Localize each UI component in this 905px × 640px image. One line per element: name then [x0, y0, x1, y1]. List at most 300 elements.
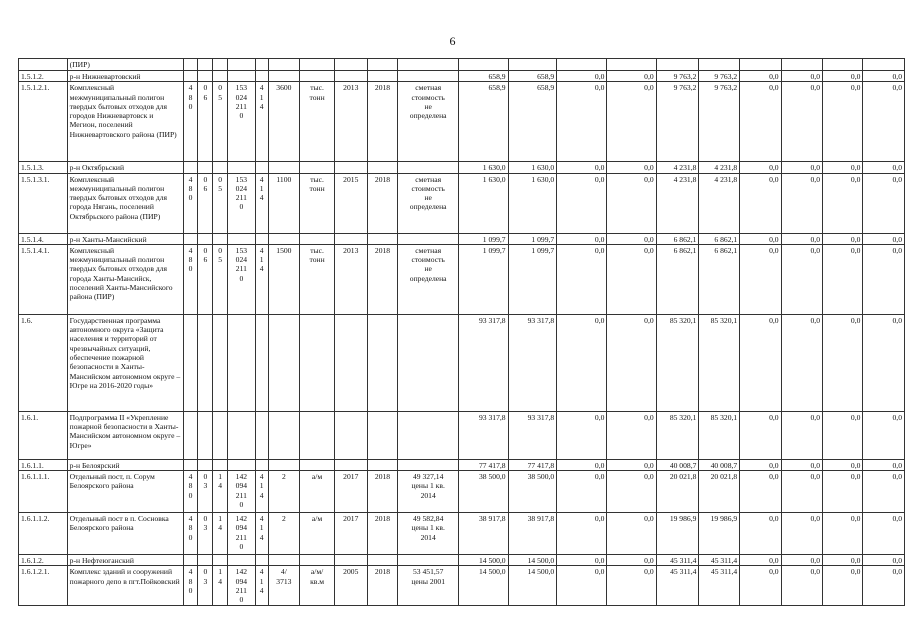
amount-cell: 0,0: [740, 314, 781, 411]
table-row: [19, 82, 905, 162]
amount-cell: [607, 59, 656, 71]
code-subsection: 0 5: [213, 82, 228, 162]
empty-cell: [213, 71, 228, 82]
code-subsection: 0 5: [213, 173, 228, 233]
row-name: Комплексный межмуниципальный полигон твердых бытовых отходов для города Нягань, поселений Октябрьского района (ПИР): [67, 173, 183, 233]
amount-cell: 0,0: [781, 314, 822, 411]
amount-cell: 0,0: [740, 566, 781, 606]
amount-cell: 85 320,1: [699, 411, 740, 459]
amount-cell: 0,0: [863, 173, 905, 233]
amount-cell: 85 320,1: [656, 314, 699, 411]
amount-cell: 0,0: [863, 82, 905, 162]
amount-cell: 4 231,8: [699, 162, 740, 173]
amount-cell: 6 862,1: [656, 244, 699, 314]
end-year: 2018: [367, 513, 398, 555]
row-number: 1.5.1.2.: [19, 71, 68, 82]
amount-cell: [656, 59, 699, 71]
empty-cell: [228, 411, 256, 459]
empty-cell: [334, 411, 367, 459]
table-row: [19, 459, 905, 470]
empty-cell: [228, 555, 256, 566]
row-number: 1.5.1.4.1.: [19, 244, 68, 314]
empty-cell: [367, 314, 398, 411]
amount-cell: 1 630,0: [458, 162, 508, 173]
amount-cell: 93 317,8: [458, 314, 508, 411]
amount-cell: 9 763,2: [699, 82, 740, 162]
amount-cell: 0,0: [823, 71, 863, 82]
empty-cell: [334, 162, 367, 173]
row-number: 1.6.1.1.1.: [19, 471, 68, 513]
amount-cell: 0,0: [607, 82, 656, 162]
amount-cell: 0,0: [863, 314, 905, 411]
code-section: 0 6: [198, 173, 213, 233]
code-type: 4 1 4: [255, 244, 268, 314]
table-row: [19, 162, 905, 173]
amount-cell: 0,0: [607, 233, 656, 244]
code-ministry: 4 8 0: [183, 513, 198, 555]
amount-cell: 0,0: [781, 82, 822, 162]
amount-cell: 0,0: [607, 71, 656, 82]
amount-cell: 1 099,7: [508, 233, 557, 244]
amount-cell: 0,0: [557, 244, 607, 314]
amount-cell: 14 500,0: [508, 566, 557, 606]
amount-cell: [557, 59, 607, 71]
empty-cell: [268, 162, 300, 173]
empty-cell: [367, 71, 398, 82]
empty-cell: [334, 314, 367, 411]
amount-cell: 0,0: [607, 459, 656, 470]
row-name: Подпрограмма II «Укрепление пожарной безопасности в Ханты-Мансийском автономном округе – Югре»: [67, 411, 183, 459]
capacity-unit: тыс. тонн: [300, 173, 335, 233]
amount-cell: 0,0: [863, 244, 905, 314]
row-name: Отдельный пост, п. Сорум Белоярского района: [67, 471, 183, 513]
start-year: 2013: [334, 82, 367, 162]
capacity-unit: а/м: [300, 513, 335, 555]
amount-cell: 0,0: [557, 411, 607, 459]
empty-cell: [268, 59, 300, 71]
empty-cell: [198, 314, 213, 411]
amount-cell: 0,0: [607, 162, 656, 173]
amount-cell: 38 500,0: [458, 471, 508, 513]
amount-cell: 14 500,0: [508, 555, 557, 566]
start-year: 2017: [334, 471, 367, 513]
amount-cell: 0,0: [823, 555, 863, 566]
table-row: [19, 513, 905, 555]
amount-cell: 9 763,2: [656, 71, 699, 82]
amount-cell: 0,0: [863, 513, 905, 555]
row-number: 1.6.1.2.1.: [19, 566, 68, 606]
empty-cell: [367, 233, 398, 244]
amount-cell: 6 862,1: [656, 233, 699, 244]
amount-cell: 658,9: [508, 82, 557, 162]
amount-cell: [699, 59, 740, 71]
amount-cell: 0,0: [823, 513, 863, 555]
amount-cell: 0,0: [607, 173, 656, 233]
amount-cell: 0,0: [740, 471, 781, 513]
table-row: [19, 411, 905, 459]
code-ministry: 4 8 0: [183, 173, 198, 233]
amount-cell: 0,0: [823, 459, 863, 470]
row-name: Отдельный пост в п. Сосновка Белоярского района: [67, 513, 183, 555]
row-name: р-н Октябрьский: [67, 162, 183, 173]
row-name: Комплексный межмуниципальный полигон твердых бытовых отходов для города Ханты-Мансийск, поселений Ханты-Мансийского района (ПИР): [67, 244, 183, 314]
amount-cell: 1 630,0: [508, 173, 557, 233]
code-type: 4 1 4: [255, 82, 268, 162]
amount-cell: 0,0: [740, 71, 781, 82]
amount-cell: [781, 59, 822, 71]
empty-cell: [398, 314, 459, 411]
code-subsection: 1 4: [213, 566, 228, 606]
end-year: 2018: [367, 82, 398, 162]
row-name: Комплекс зданий и сооружений пожарного депо в пгт.Пойковский: [67, 566, 183, 606]
amount-cell: [508, 59, 557, 71]
empty-cell: [300, 459, 335, 470]
amount-cell: 0,0: [607, 555, 656, 566]
amount-cell: 0,0: [557, 459, 607, 470]
amount-cell: 1 099,7: [458, 244, 508, 314]
amount-cell: 0,0: [863, 233, 905, 244]
empty-cell: [398, 555, 459, 566]
code-subsection: 1 4: [213, 471, 228, 513]
empty-cell: [334, 71, 367, 82]
empty-cell: [228, 71, 256, 82]
amount-cell: 19 986,9: [699, 513, 740, 555]
page-number: 6: [449, 34, 456, 48]
empty-cell: [300, 555, 335, 566]
empty-cell: [183, 71, 198, 82]
empty-cell: [228, 459, 256, 470]
end-year: 2018: [367, 173, 398, 233]
empty-cell: [334, 59, 367, 71]
empty-cell: [213, 59, 228, 71]
empty-cell: [183, 314, 198, 411]
amount-cell: 9 763,2: [656, 82, 699, 162]
estimated-cost: 53 451,57 цены 2001: [398, 566, 459, 606]
amount-cell: 0,0: [557, 555, 607, 566]
amount-cell: 45 311,4: [656, 566, 699, 606]
amount-cell: 0,0: [607, 471, 656, 513]
amount-cell: 0,0: [557, 471, 607, 513]
amount-cell: 9 763,2: [699, 71, 740, 82]
amount-cell: 45 311,4: [656, 555, 699, 566]
empty-cell: [255, 59, 268, 71]
capacity-unit: а/м/ кв.м: [300, 566, 335, 606]
table-row: [19, 233, 905, 244]
empty-cell: [367, 162, 398, 173]
amount-cell: 0,0: [781, 71, 822, 82]
amount-cell: 20 021,8: [699, 471, 740, 513]
empty-cell: [268, 71, 300, 82]
amount-cell: 0,0: [740, 233, 781, 244]
table-row: [19, 555, 905, 566]
amount-cell: 1 099,7: [458, 233, 508, 244]
empty-cell: [183, 233, 198, 244]
empty-cell: [268, 555, 300, 566]
amount-cell: 0,0: [863, 471, 905, 513]
amount-cell: 0,0: [781, 555, 822, 566]
estimated-cost: 49 582,84 цены 1 кв. 2014: [398, 513, 459, 555]
empty-cell: [398, 162, 459, 173]
empty-cell: [213, 162, 228, 173]
empty-cell: [300, 411, 335, 459]
code-section: 0 3: [198, 513, 213, 555]
amount-cell: 38 500,0: [508, 471, 557, 513]
estimated-cost: сметная стоимость не определена: [398, 173, 459, 233]
code-type: 4 1 4: [255, 173, 268, 233]
amount-cell: 0,0: [781, 459, 822, 470]
empty-cell: [300, 162, 335, 173]
amount-cell: 6 862,1: [699, 233, 740, 244]
amount-cell: 20 021,8: [656, 471, 699, 513]
row-name: Государственная программа автономного округа «Защита населения и территорий от чрезвычайных ситуаций, обеспечение пожарной безопасности в Ханты-Мансийском автономном округе – Югре на 2016-2020 годы»: [67, 314, 183, 411]
empty-cell: [255, 459, 268, 470]
amount-cell: 0,0: [740, 459, 781, 470]
amount-cell: 0,0: [740, 162, 781, 173]
amount-cell: 0,0: [863, 555, 905, 566]
amount-cell: 0,0: [781, 513, 822, 555]
amount-cell: 85 320,1: [699, 314, 740, 411]
row-name: р-н Нижневартовский: [67, 71, 183, 82]
empty-cell: [228, 162, 256, 173]
code-ministry: 4 8 0: [183, 471, 198, 513]
amount-cell: 0,0: [823, 173, 863, 233]
empty-cell: [183, 411, 198, 459]
empty-cell: [228, 314, 256, 411]
amount-cell: [740, 59, 781, 71]
amount-cell: 0,0: [781, 566, 822, 606]
amount-cell: 0,0: [781, 471, 822, 513]
empty-cell: [268, 411, 300, 459]
amount-cell: 0,0: [607, 244, 656, 314]
code-target: 153 024 211 0: [228, 82, 256, 162]
capacity: 3600: [268, 82, 300, 162]
empty-cell: [213, 411, 228, 459]
amount-cell: 0,0: [781, 233, 822, 244]
amount-cell: 0,0: [863, 411, 905, 459]
amount-cell: 0,0: [781, 162, 822, 173]
empty-cell: [213, 314, 228, 411]
amount-cell: 1 099,7: [508, 244, 557, 314]
empty-cell: [367, 411, 398, 459]
empty-cell: [198, 459, 213, 470]
amount-cell: 0,0: [557, 566, 607, 606]
amount-cell: 658,9: [458, 71, 508, 82]
empty-cell: [398, 411, 459, 459]
row-number: 1.5.1.2.1.: [19, 82, 68, 162]
capacity-unit: тыс. тонн: [300, 244, 335, 314]
capacity: 2: [268, 471, 300, 513]
code-ministry: 4 8 0: [183, 82, 198, 162]
capacity: 2: [268, 513, 300, 555]
amount-cell: 0,0: [557, 513, 607, 555]
capacity-unit: а/м: [300, 471, 335, 513]
table-row: [19, 173, 905, 233]
end-year: 2018: [367, 471, 398, 513]
amount-cell: [458, 59, 508, 71]
amount-cell: 4 231,8: [656, 162, 699, 173]
amount-cell: 0,0: [823, 566, 863, 606]
amount-cell: 1 630,0: [458, 173, 508, 233]
empty-cell: [198, 59, 213, 71]
capacity: 1100: [268, 173, 300, 233]
amount-cell: 6 862,1: [699, 244, 740, 314]
amount-cell: 38 917,8: [508, 513, 557, 555]
empty-cell: [300, 314, 335, 411]
amount-cell: 93 317,8: [508, 411, 557, 459]
amount-cell: 0,0: [823, 411, 863, 459]
code-type: 4 1 4: [255, 566, 268, 606]
empty-cell: [367, 555, 398, 566]
amount-cell: 0,0: [823, 244, 863, 314]
amount-cell: 0,0: [781, 411, 822, 459]
amount-cell: 0,0: [863, 71, 905, 82]
empty-cell: [367, 59, 398, 71]
amount-cell: 77 417,8: [458, 459, 508, 470]
table-row: [19, 59, 905, 71]
row-number: 1.6.1.: [19, 411, 68, 459]
table-row: [19, 314, 905, 411]
empty-cell: [398, 233, 459, 244]
empty-cell: [398, 459, 459, 470]
empty-cell: [228, 233, 256, 244]
empty-cell: [334, 233, 367, 244]
empty-cell: [255, 411, 268, 459]
empty-cell: [255, 233, 268, 244]
empty-cell: [268, 233, 300, 244]
empty-cell: [183, 459, 198, 470]
empty-cell: [334, 459, 367, 470]
amount-cell: 0,0: [863, 459, 905, 470]
amount-cell: [863, 59, 905, 71]
code-ministry: 4 8 0: [183, 566, 198, 606]
start-year: 2017: [334, 513, 367, 555]
start-year: 2005: [334, 566, 367, 606]
empty-cell: [255, 71, 268, 82]
row-name: Комплексный межмуниципальный полигон твердых бытовых отходов для городов Нижневартовск и Мегион, поселений Нижневартовского района (ПИР): [67, 82, 183, 162]
capacity: 4/ 3713: [268, 566, 300, 606]
amount-cell: 0,0: [607, 314, 656, 411]
amount-cell: 0,0: [557, 233, 607, 244]
row-number: 1.5.1.4.: [19, 233, 68, 244]
code-section: 0 6: [198, 244, 213, 314]
empty-cell: [334, 555, 367, 566]
amount-cell: 4 231,8: [656, 173, 699, 233]
row-name: р-н Белоярский: [67, 459, 183, 470]
code-type: 4 1 4: [255, 471, 268, 513]
empty-cell: [198, 555, 213, 566]
amount-cell: 40 008,7: [699, 459, 740, 470]
amount-cell: 0,0: [781, 244, 822, 314]
row-name: р-н Ханты-Мансийский: [67, 233, 183, 244]
estimated-cost: 49 327,14 цены 1 кв. 2014: [398, 471, 459, 513]
code-target: 142 094 211 0: [228, 566, 256, 606]
amount-cell: 1 630,0: [508, 162, 557, 173]
amount-cell: 658,9: [508, 71, 557, 82]
row-name: р-н Нефтеюганский: [67, 555, 183, 566]
capacity-unit: тыс. тонн: [300, 82, 335, 162]
empty-cell: [268, 459, 300, 470]
code-type: 4 1 4: [255, 513, 268, 555]
amount-cell: 0,0: [863, 566, 905, 606]
amount-cell: 0,0: [557, 173, 607, 233]
empty-cell: [300, 59, 335, 71]
empty-cell: [213, 233, 228, 244]
amount-cell: 0,0: [823, 162, 863, 173]
amount-cell: 0,0: [863, 162, 905, 173]
amount-cell: 45 311,4: [699, 566, 740, 606]
end-year: 2018: [367, 244, 398, 314]
code-target: 142 094 211 0: [228, 471, 256, 513]
empty-cell: [255, 555, 268, 566]
empty-cell: [255, 162, 268, 173]
empty-cell: [183, 162, 198, 173]
row-number: [19, 59, 68, 71]
empty-cell: [198, 233, 213, 244]
end-year: 2018: [367, 566, 398, 606]
amount-cell: 0,0: [823, 471, 863, 513]
amount-cell: 658,9: [458, 82, 508, 162]
row-name: (ПИР): [67, 59, 183, 71]
amount-cell: 0,0: [607, 513, 656, 555]
empty-cell: [183, 555, 198, 566]
empty-cell: [398, 71, 459, 82]
code-subsection: 0 5: [213, 244, 228, 314]
estimated-cost: сметная стоимость не определена: [398, 244, 459, 314]
empty-cell: [255, 314, 268, 411]
code-target: 153 024 211 0: [228, 244, 256, 314]
empty-cell: [198, 71, 213, 82]
row-number: 1.6.1.2.: [19, 555, 68, 566]
amount-cell: [823, 59, 863, 71]
amount-cell: 0,0: [607, 566, 656, 606]
amount-cell: 0,0: [607, 411, 656, 459]
empty-cell: [198, 162, 213, 173]
investment-table: [18, 58, 905, 606]
amount-cell: 0,0: [823, 314, 863, 411]
table-row: [19, 471, 905, 513]
code-section: 0 6: [198, 82, 213, 162]
amount-cell: 0,0: [740, 244, 781, 314]
estimated-cost: сметная стоимость не определена: [398, 82, 459, 162]
empty-cell: [367, 459, 398, 470]
code-section: 0 3: [198, 566, 213, 606]
capacity: 1500: [268, 244, 300, 314]
empty-cell: [213, 555, 228, 566]
amount-cell: 0,0: [781, 173, 822, 233]
empty-cell: [228, 59, 256, 71]
code-target: 142 094 211 0: [228, 513, 256, 555]
row-number: 1.5.1.3.1.: [19, 173, 68, 233]
empty-cell: [300, 71, 335, 82]
amount-cell: 38 917,8: [458, 513, 508, 555]
row-number: 1.6.1.1.: [19, 459, 68, 470]
row-number: 1.5.1.3.: [19, 162, 68, 173]
empty-cell: [213, 459, 228, 470]
code-section: 0 3: [198, 471, 213, 513]
start-year: 2015: [334, 173, 367, 233]
row-number: 1.6.1.1.2.: [19, 513, 68, 555]
table-row: [19, 71, 905, 82]
amount-cell: 19 986,9: [656, 513, 699, 555]
amount-cell: 14 500,0: [458, 566, 508, 606]
empty-cell: [198, 411, 213, 459]
row-number: 1.6.: [19, 314, 68, 411]
start-year: 2013: [334, 244, 367, 314]
empty-cell: [183, 59, 198, 71]
amount-cell: 4 231,8: [699, 173, 740, 233]
amount-cell: 14 500,0: [458, 555, 508, 566]
amount-cell: 77 417,8: [508, 459, 557, 470]
